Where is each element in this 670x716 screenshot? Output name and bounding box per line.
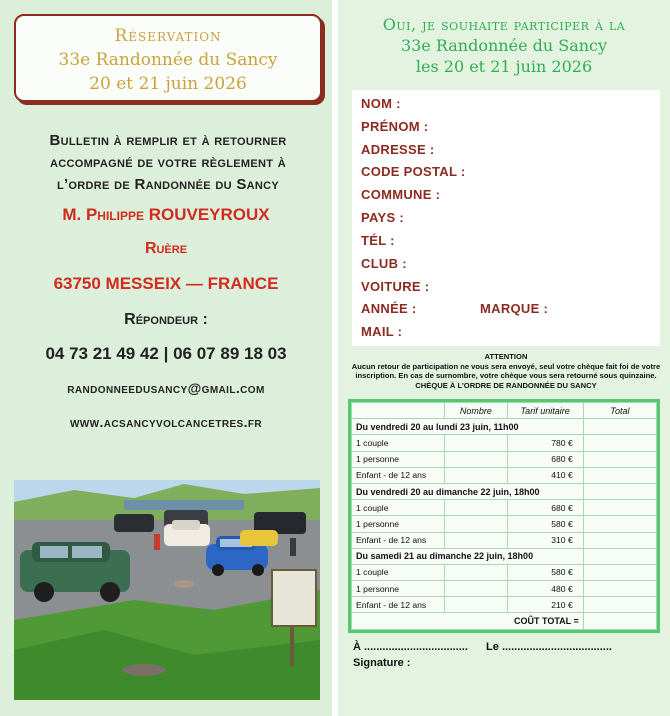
pricing-table-frame (348, 399, 660, 633)
row-label: Enfant - de 12 ans (352, 532, 445, 548)
row-label: Enfant - de 12 ans (352, 597, 445, 613)
repondeur-label: Répondeur : (124, 311, 208, 328)
price-cell: 410 € (507, 467, 583, 483)
table-row (352, 451, 657, 467)
total-cell[interactable] (583, 435, 656, 451)
title-line-1: Réservation (114, 26, 222, 46)
title-line-3: 20 et 21 juin 2026 (89, 74, 247, 94)
intro-line-2: accompagné de votre règlement à (50, 154, 286, 171)
field-marque[interactable]: MARQUE : (480, 301, 549, 316)
field-mail[interactable]: MAIL : (361, 324, 403, 339)
price-cell: 580 € (507, 564, 583, 580)
attention-line-1: Aucun retour de participation ne vous sera envoyé, seul votre chèque fait foi de votre (351, 361, 661, 371)
right-panel (338, 0, 670, 716)
total-cell[interactable] (583, 419, 656, 435)
row-label: 1 personne (352, 581, 445, 597)
field-pays[interactable]: PAYS : (361, 210, 404, 225)
contact-name-surname: ROUVEYROUX (148, 205, 270, 224)
table-row (352, 581, 657, 597)
contact-city: 63750 MESSEIX — FRANCE (53, 274, 279, 293)
total-cell[interactable] (583, 451, 656, 467)
table-row (352, 500, 657, 516)
event-photo-illustration (14, 480, 320, 700)
section-row (352, 419, 657, 435)
total-cell[interactable] (583, 516, 656, 532)
intro-text (14, 130, 322, 196)
attention-line-2: inscription. En cas de surnombre, votre chèque vous sera retourné sous quinzaine. (355, 371, 657, 381)
registration-form (352, 90, 660, 346)
participation-title-line-1: Oui, je souhaite participer à la (382, 15, 626, 34)
field-nom[interactable]: NOM : (361, 96, 401, 111)
nombre-cell[interactable] (445, 451, 507, 467)
intro-line-3: l’ordre de Randonnée du Sancy (56, 176, 280, 193)
total-cell[interactable] (583, 548, 656, 564)
nombre-cell[interactable] (445, 581, 507, 597)
pricing-table (351, 402, 657, 630)
total-cell[interactable] (583, 564, 656, 580)
row-label: 1 couple (352, 435, 445, 451)
total-row (352, 613, 657, 629)
total-cell[interactable] (583, 532, 656, 548)
nombre-cell[interactable] (445, 435, 507, 451)
field-club[interactable]: CLUB : (361, 256, 407, 271)
table-row (352, 516, 657, 532)
participation-title-line-3: les 20 et 21 juin 2026 (415, 57, 593, 76)
table-row (352, 435, 657, 451)
section-title: Du samedi 21 au dimanche 22 juin, 18h00 (352, 548, 584, 564)
total-cell[interactable] (583, 467, 656, 483)
field-commune[interactable]: COMMUNE : (361, 187, 441, 202)
place-field[interactable]: À .................................. (353, 641, 468, 653)
field-annee[interactable]: ANNÉE : (361, 301, 417, 316)
nombre-cell[interactable] (445, 564, 507, 580)
price-cell: 480 € (507, 581, 583, 597)
row-label: 1 couple (352, 564, 445, 580)
total-cell[interactable] (583, 483, 656, 499)
price-cell: 680 € (507, 451, 583, 467)
field-code-postal[interactable]: CODE POSTAL : (361, 164, 466, 179)
contact-name-prefix: M. Philippe (62, 205, 144, 224)
field-tel[interactable]: TÉL : (361, 233, 395, 248)
price-cell: 580 € (507, 516, 583, 532)
attention-notice (348, 352, 664, 390)
contact-name (0, 205, 332, 225)
nombre-cell[interactable] (445, 516, 507, 532)
price-cell: 780 € (507, 435, 583, 451)
section-title: Du vendredi 20 au lundi 23 juin, 11h00 (352, 419, 584, 435)
row-label: Enfant - de 12 ans (352, 467, 445, 483)
total-cell[interactable] (583, 581, 656, 597)
intro-line-1: Bulletin à remplir et à retourner (49, 132, 287, 149)
attention-line-3: CHÈQUE À L’ORDRE DE RANDONNÉE DU SANCY (415, 380, 597, 390)
nombre-cell[interactable] (445, 597, 507, 613)
field-prenom[interactable]: PRÉNOM : (361, 119, 429, 134)
event-photo (14, 480, 320, 700)
nombre-cell[interactable] (445, 532, 507, 548)
table-row (352, 532, 657, 548)
price-cell: 310 € (507, 532, 583, 548)
left-panel (0, 0, 332, 716)
signature-field[interactable]: Signature : (353, 657, 411, 669)
field-adresse[interactable]: ADRESSE : (361, 142, 435, 157)
total-cost-label: COÛT TOTAL = (352, 613, 584, 629)
field-voiture[interactable]: VOITURE : (361, 279, 430, 294)
title-line-2: 33e Randonnée du Sancy (58, 50, 278, 70)
contact-email[interactable]: randonneedusancy@gmail.com (67, 380, 265, 396)
section-row (352, 483, 657, 499)
price-cell: 210 € (507, 597, 583, 613)
table-row (352, 564, 657, 580)
table-row (352, 597, 657, 613)
phone-numbers: 04 73 21 49 42 | 06 07 89 18 03 (45, 344, 287, 363)
nombre-cell[interactable] (445, 467, 507, 483)
date-field[interactable]: Le .................................... (486, 641, 612, 653)
section-row (352, 548, 657, 564)
contact-website[interactable]: www.acsancyvolcancetres.fr (69, 414, 263, 430)
nombre-cell[interactable] (445, 500, 507, 516)
price-cell: 680 € (507, 500, 583, 516)
place-date-line (353, 641, 612, 653)
attention-heading: ATTENTION (484, 352, 528, 361)
pricing-header-row (352, 403, 657, 419)
contact-street: Ruère (144, 240, 188, 257)
row-label: 1 personne (352, 451, 445, 467)
header-tarif: Tarif unitaire (507, 403, 583, 419)
row-label: 1 personne (352, 516, 445, 532)
reservation-title-box (14, 14, 322, 102)
total-cell[interactable] (583, 500, 656, 516)
total-cost-cell[interactable] (583, 613, 656, 629)
header-total: Total (583, 403, 656, 419)
row-label: 1 couple (352, 500, 445, 516)
section-title: Du vendredi 20 au dimanche 22 juin, 18h00 (352, 483, 584, 499)
table-row (352, 467, 657, 483)
header-nombre: Nombre (445, 403, 507, 419)
total-cell[interactable] (583, 597, 656, 613)
participation-title (338, 14, 670, 77)
participation-title-line-2: 33e Randonnée du Sancy (400, 36, 608, 55)
